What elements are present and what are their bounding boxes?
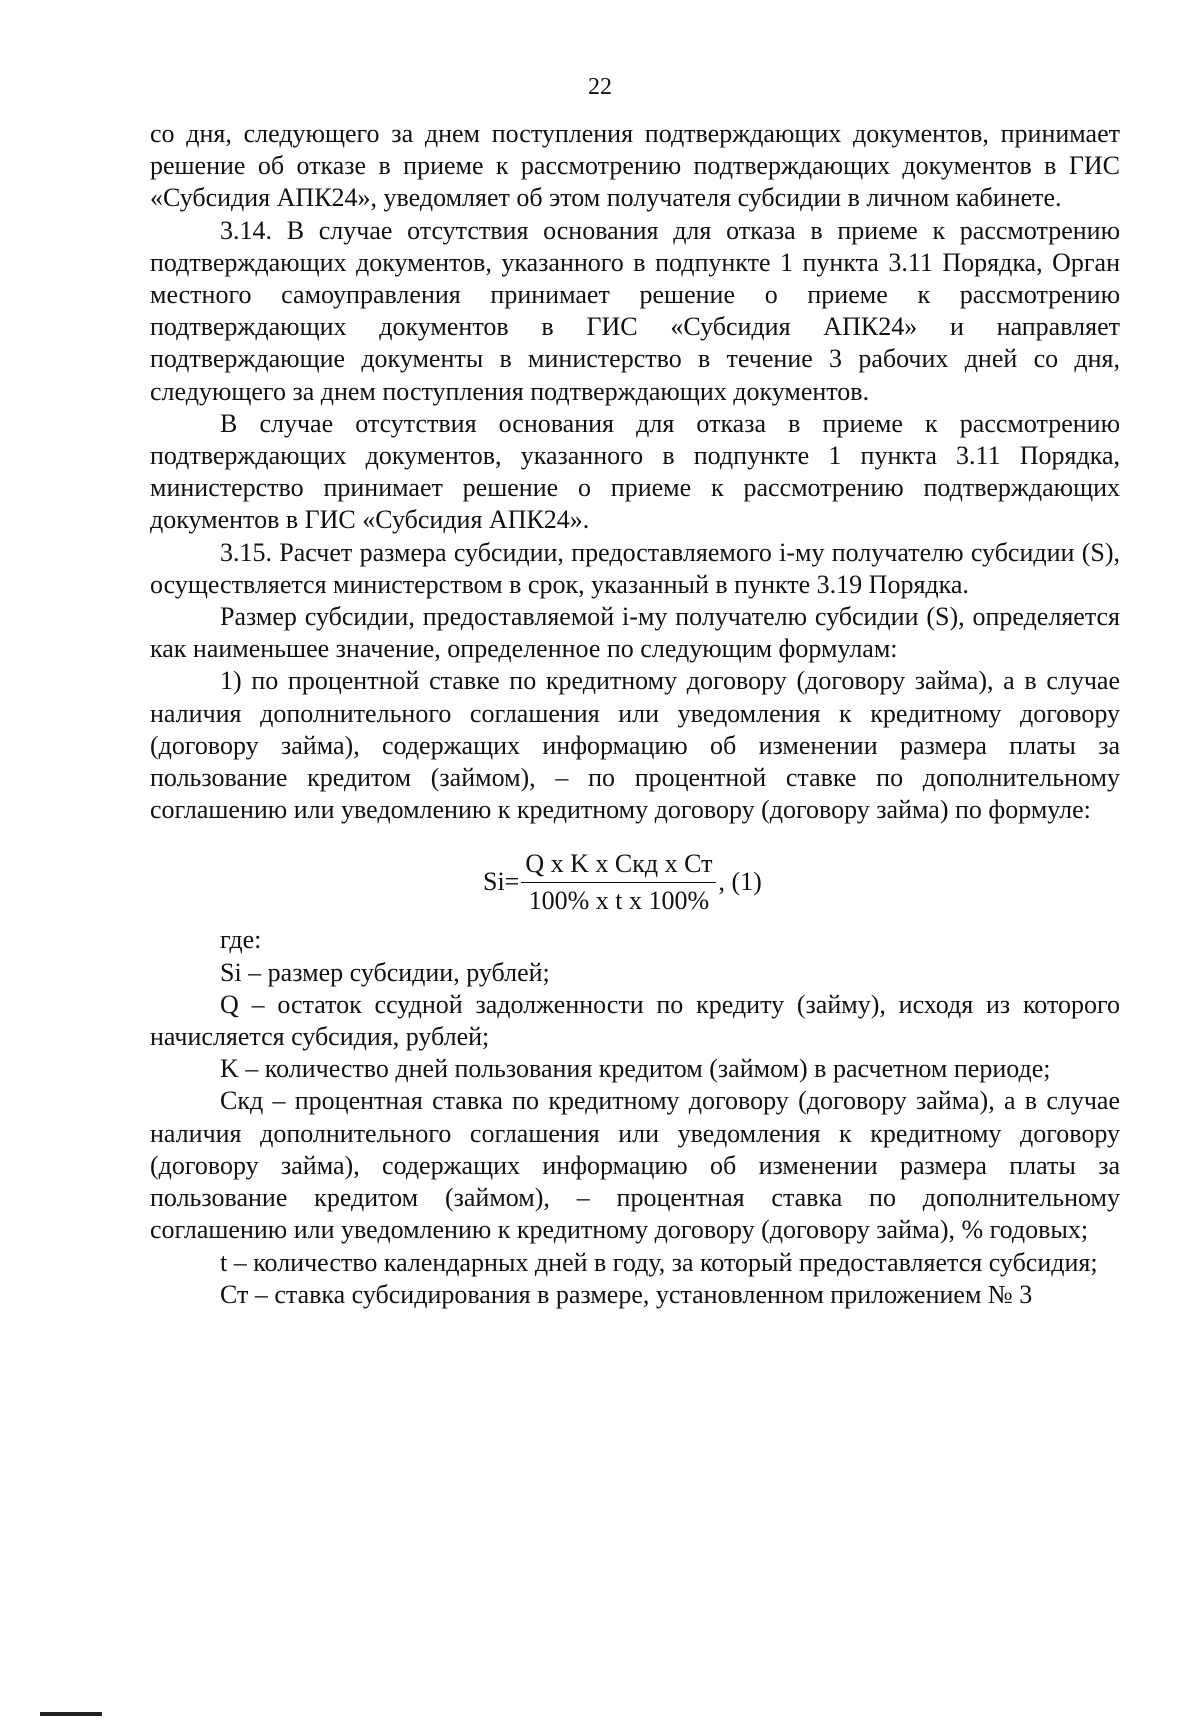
page-number: 22 bbox=[588, 74, 612, 100]
definition-skd: Скд – процентная ставка по кредитному договору (договору займа), а в случае наличия дополнительного соглашения или уведомления к кредитному договору (договору займа), содержащих информацию об изменении размера платы за пользование кредитом (займом), – процентная ставка по дополнительному соглашению или уведомлению к кредитному договору (договору займа), % годовых; bbox=[150, 1086, 1120, 1245]
document-body bbox=[150, 118, 1120, 1311]
formula-fraction bbox=[521, 848, 716, 917]
definition-q: Q – остаток ссудной задолженности по кредиту (займу), исходя из которого начисляется субсидия, рублей; bbox=[150, 989, 1120, 1052]
formula-numerator: Q x K x Скд x Ст bbox=[521, 848, 716, 883]
definition-k: K – количество дней пользования кредитом (займом) в расчетном периоде; bbox=[220, 1054, 1051, 1084]
list-item-1: 1) по процентной ставке по кредитному договору (договору займа), а в случае наличия дополнительного соглашения или уведомления к кредитному договору (договору займа), содержащих информацию об изменении размера платы за пользование кредитом (займом), – по процентной ставке по дополнительному соглашению или уведомлению к кредитному договору (договору займа) по формуле: bbox=[150, 666, 1120, 825]
paragraph-3-15: 3.15. Расчет размера субсидии, предоставляемого i-му получателю субсидии (S), осуществляется министерством в срок, указанный в пункте 3.19 Порядка. bbox=[150, 537, 1120, 599]
where-label: где: bbox=[220, 925, 262, 955]
paragraph-3-14: 3.14. В случае отсутствия основания для отказа в приеме к рассмотрению подтверждающих документов, указанного в подпункте 1 пункта 3.11 Порядка, Орган местного самоуправления принимает решение о приеме к рассмотрению подтверждающих документов в ГИС «Субсидия АПК24» и направляет подтверждающие документы в министерство в течение 3 рабочих дней со дня, следующего за днем поступления подтверждающих документов. bbox=[150, 215, 1120, 406]
intro-paragraph: со дня, следующего за днем поступления подтверждающих документов, принимает решение об отказе в приеме к рассмотрению подтверждающих документов в ГИС «Субсидия АПК24», уведомляет об этом получателя субсидии в личном кабинете. bbox=[150, 119, 1120, 213]
paragraph-ministry-decision: В случае отсутствия основания для отказа в приеме к рассмотрению подтверждающих документов, указанного в подпункте 1 пункта 3.11 Порядка, министерство принимает решение о приеме к рассмотрению подтверждающих документов в ГИС «Субсидия АПК24». bbox=[150, 408, 1120, 535]
formula-block bbox=[150, 840, 1120, 924]
paragraph-subsidy-size: Размер субсидии, предоставляемой i-му получателю субсидии (S), определяется как наименьшее значение, определенное по следующим формулам: bbox=[150, 602, 1120, 664]
scan-corner-mark bbox=[40, 1712, 102, 1716]
formula-1 bbox=[483, 840, 762, 924]
formula-lhs: Si= bbox=[483, 867, 520, 897]
formula-suffix: , (1) bbox=[718, 867, 762, 897]
formula-denominator: 100% x t x 100% bbox=[528, 885, 710, 915]
definition-t: t – количество календарных дней в году, за который предоставляется субсидия; bbox=[220, 1247, 1098, 1277]
definition-si: Si – размер субсидии, рублей; bbox=[220, 957, 550, 987]
definition-st: Ст – ставка субсидирования в размере, установленном приложением № 3 bbox=[220, 1279, 1033, 1309]
